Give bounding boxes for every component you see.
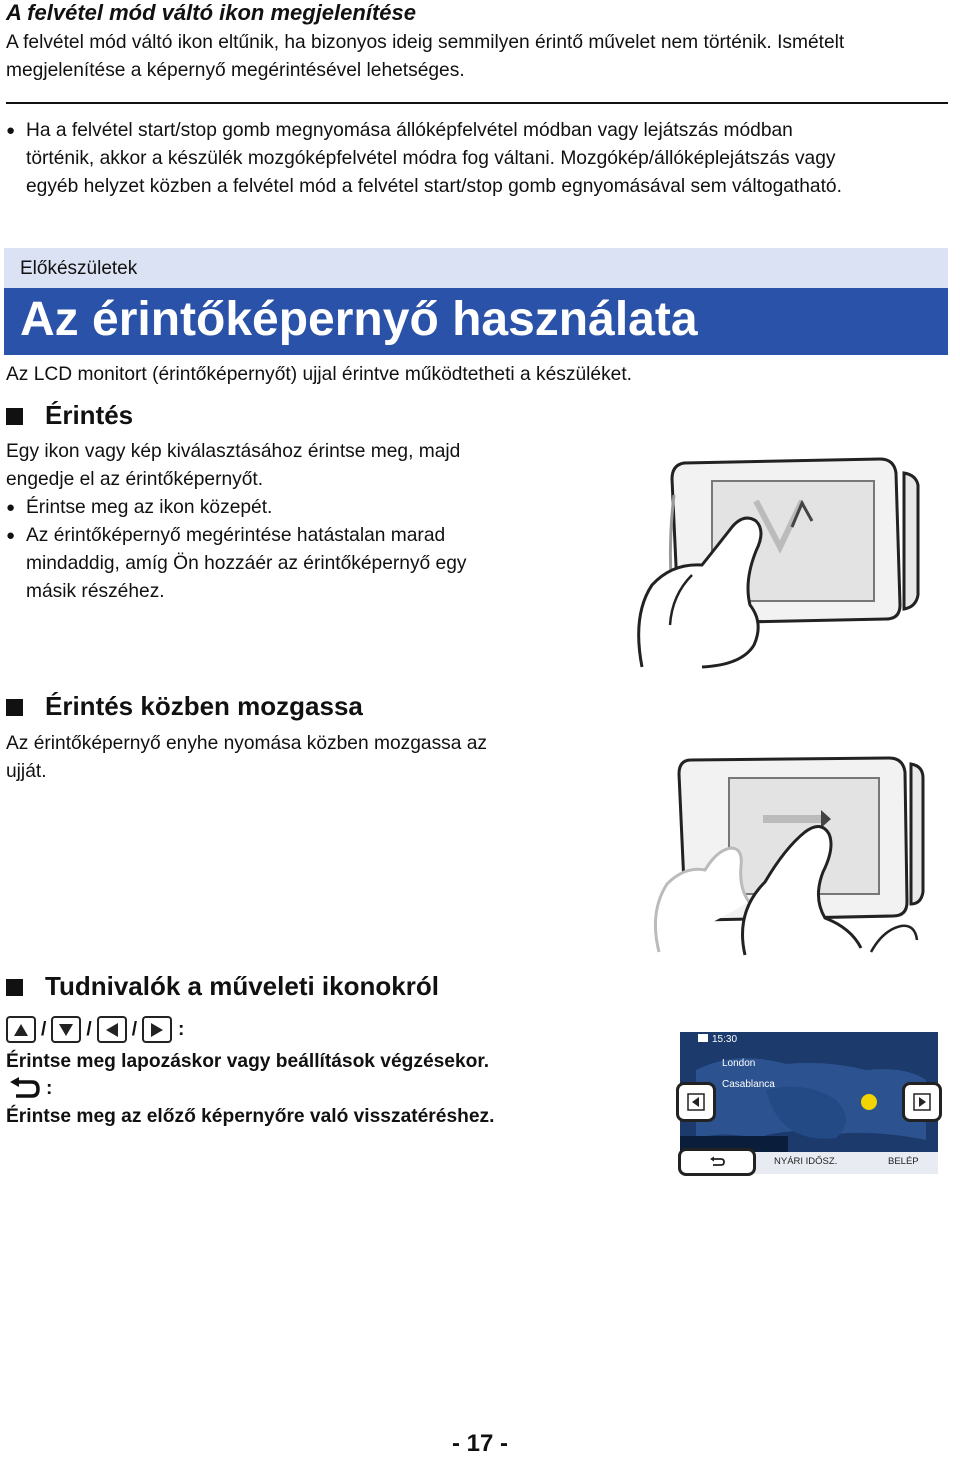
return-icon bbox=[709, 1156, 725, 1168]
touch-heading: Érintés bbox=[45, 400, 134, 430]
return-icon bbox=[8, 1077, 40, 1101]
touch-paragraph bbox=[6, 438, 606, 494]
touch-bullet-2 bbox=[26, 522, 606, 606]
slide-heading-row bbox=[6, 691, 363, 722]
separator: / bbox=[86, 1018, 92, 1040]
separator: / bbox=[41, 1018, 47, 1040]
intro-text: Az LCD monitort (érintőképernyőt) ujjal érintve működtetheti a készüléket. bbox=[6, 364, 633, 385]
paragraph-line: mindaddig, amíg Ön hozzáér az érintőképernyő egy bbox=[26, 553, 467, 574]
paragraph-line: történik, akkor a készülék mozgóképfelvétel módra fog váltani. Mozgókép/állóképlejátszás vagy bbox=[26, 148, 836, 169]
camera-screen-illustration bbox=[676, 1030, 944, 1178]
paragraph-line: ujját. bbox=[6, 761, 47, 782]
paragraph-line: másik részéhez. bbox=[26, 581, 165, 602]
page-number: - 17 - bbox=[451, 1430, 508, 1457]
paragraph-line: Az érintőképernyő enyhe nyomása közben mozgassa az bbox=[6, 733, 488, 754]
paragraph-line: A felvétel mód váltó ikon eltűnik, ha bizonyos ideig semmilyen érintő művelet nem történik. Ismételt bbox=[6, 32, 845, 53]
colon: : bbox=[46, 1078, 53, 1100]
return-description: Érintse meg az előző képernyőre való visszatéréshez. bbox=[6, 1106, 495, 1127]
screen-city-1: London bbox=[722, 1058, 756, 1069]
arrow-icons-row bbox=[6, 1016, 184, 1043]
section-paragraph bbox=[6, 29, 956, 85]
category-label: Előkészületek bbox=[20, 258, 138, 279]
paragraph-line: Ha a felvétel start/stop gomb megnyomása állóképfelvétel módban vagy lejátszás módban bbox=[26, 120, 793, 141]
icons-heading-row bbox=[6, 971, 439, 1002]
left-arrow-icon bbox=[687, 1093, 705, 1111]
slide-heading: Érintés közben mozgassa bbox=[45, 691, 363, 721]
colon: : bbox=[178, 1018, 185, 1040]
arrows-description: Érintse meg lapozáskor vagy beállítások végzésekor. bbox=[6, 1051, 490, 1072]
slide-illustration bbox=[645, 752, 925, 957]
category-band bbox=[4, 248, 948, 288]
touch-illustration bbox=[632, 455, 922, 670]
down-arrow-key-icon bbox=[51, 1016, 81, 1043]
right-arrow-icon bbox=[913, 1093, 931, 1111]
left-arrow-key-icon bbox=[97, 1016, 127, 1043]
paragraph-line: engedje el az érintőképernyőt. bbox=[6, 469, 264, 490]
icons-heading: Tudnivalók a műveleti ikonokról bbox=[45, 971, 439, 1001]
square-bullet-icon bbox=[6, 699, 23, 716]
bullet-dot: ● bbox=[6, 122, 16, 139]
up-arrow-key-icon bbox=[6, 1016, 36, 1043]
screen-time: 15:30 bbox=[712, 1034, 738, 1045]
bullet-dot: ● bbox=[6, 499, 16, 516]
screen-summer-time-button[interactable]: NYÁRI IDŐSZ. bbox=[774, 1156, 838, 1167]
screen-left-button[interactable] bbox=[676, 1082, 716, 1122]
paragraph-line: Az érintőképernyő megérintése hatástalan marad bbox=[26, 525, 446, 546]
paragraph-line: Egy ikon vagy kép kiválasztásához érintse meg, majd bbox=[6, 441, 461, 462]
separator: / bbox=[131, 1018, 138, 1040]
touch-heading-row bbox=[6, 400, 133, 431]
bullet-dot: ● bbox=[6, 527, 16, 544]
divider bbox=[6, 102, 948, 104]
screen-enter-button[interactable]: BELÉP bbox=[888, 1156, 919, 1167]
square-bullet-icon bbox=[6, 979, 23, 996]
page-title-band bbox=[4, 288, 948, 355]
slide-paragraph bbox=[6, 730, 606, 786]
note-paragraph bbox=[26, 117, 956, 201]
paragraph-line: egyéb helyzet közben a felvétel mód a felvétel start/stop gomb egnyomásával sem váltogatható. bbox=[26, 176, 842, 197]
screen-return-button[interactable] bbox=[678, 1148, 756, 1176]
section-heading: A felvétel mód váltó ikon megjelenítése bbox=[6, 0, 416, 25]
right-arrow-key-icon bbox=[142, 1016, 172, 1043]
screen-city-2: Casablanca bbox=[722, 1079, 775, 1090]
square-bullet-icon bbox=[6, 408, 23, 425]
paragraph-line: megjelenítése a képernyő megérintésével lehetséges. bbox=[6, 60, 465, 81]
page-title: Az érintőképernyő használata bbox=[20, 293, 698, 346]
screen-right-button[interactable] bbox=[902, 1082, 942, 1122]
return-icon-row bbox=[8, 1077, 52, 1101]
touch-bullet-1: Érintse meg az ikon közepét. bbox=[26, 497, 273, 518]
